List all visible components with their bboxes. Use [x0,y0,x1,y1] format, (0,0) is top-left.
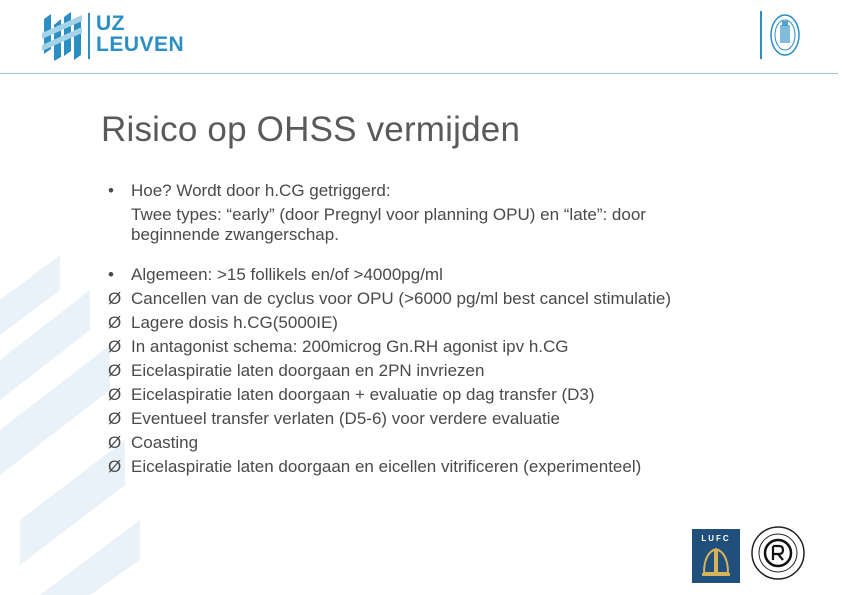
list-item [108,335,808,359]
bullet-line: Hoe? Wordt door h.CG getriggerd: [131,181,391,200]
list-item-text: In antagonist schema: 200microg Gn.RH agonist ipv h.CG [131,337,569,356]
list-item [108,311,808,335]
arrow-bullet-icon: Ø [108,457,122,476]
arrow-bullet-icon: Ø [108,385,122,404]
list-item-text: Cancellen van de cyclus voor OPU (>6000 pg/ml best cancel stimulatie) [131,289,672,308]
lufc-logo-icon [692,529,740,583]
list-item [108,287,808,311]
arrow-bullet-icon: Ø [108,337,122,356]
list-item-text: Lagere dosis h.CG(5000IE) [131,313,338,332]
bullet-marker: • [108,181,114,200]
list-item [108,383,808,407]
list-item-text: Eventueel transfer verlaten (D5-6) voor verdere evaluatie [131,409,560,428]
university-seal-icon [760,9,802,61]
bullet-line: Twee types: “early” (door Pregnyl voor planning OPU) en “late”: door [131,205,646,224]
logo-line-2: LEUVEN [96,33,185,56]
list-item-text: Eicelaspiratie laten doorgaan en 2PN invriezen [131,361,485,380]
slide-title: Risico op OHSS vermijden [101,110,521,149]
list-item-text: Algemeen: >15 follikels en/of >4000pg/ml [131,265,443,284]
list-item-text: Eicelaspiratie laten doorgaan + evaluatie op dag transfer (D3) [131,385,595,404]
list-item [108,455,808,479]
list-item-text: Coasting [131,433,199,452]
arrow-bullet-icon: Ø [108,409,122,428]
bullet-list [108,179,808,479]
logo-line-1: UZ [96,12,125,35]
arrow-bullet-icon: Ø [108,361,122,380]
list-item [108,359,808,383]
list-item [108,263,808,287]
logo-text [96,13,184,55]
arrow-bullet-icon: Ø [108,289,122,308]
bullet-group-first [108,179,808,243]
lufc-label: LUFC [701,534,731,543]
arrow-bullet-icon: Ø [108,433,122,452]
list-item [108,407,808,431]
bullet-line: beginnende zwangerschap. [131,225,339,244]
bullet-marker: • [108,265,114,284]
arrow-bullet-icon: Ø [108,313,122,332]
quality-certification-icon [750,525,806,581]
header-divider [0,73,838,74]
list-item-text: Eicelaspiratie laten doorgaan en eicellen vitrificeren (experimenteel) [131,457,642,476]
list-item [108,431,808,455]
